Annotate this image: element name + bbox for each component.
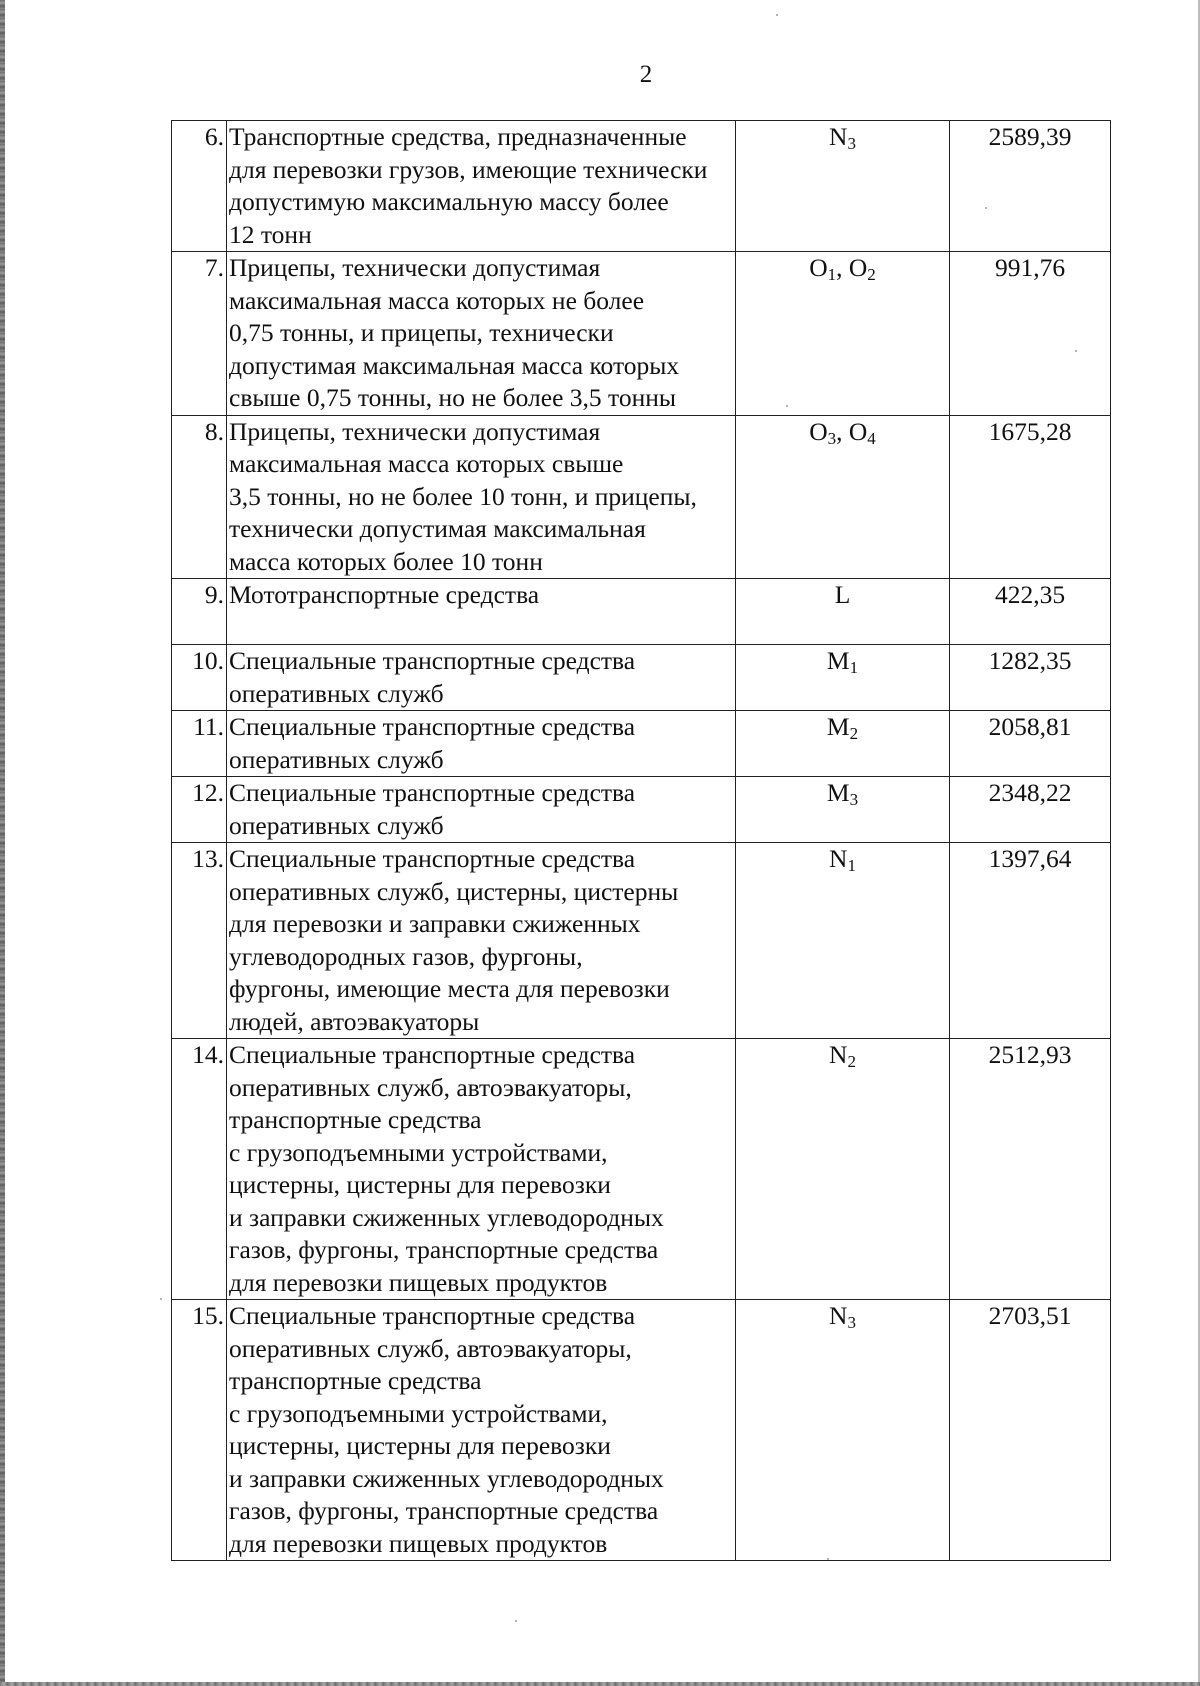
category-letter: N xyxy=(829,122,848,151)
description-line: транспортные средства xyxy=(229,1105,482,1134)
vehicle-description xyxy=(227,121,736,252)
scan-speck xyxy=(786,405,788,407)
row-number: 6. xyxy=(172,121,227,252)
table-row xyxy=(172,1300,1111,1561)
description-line: 0,75 тонны, и прицепы, технически xyxy=(229,318,614,347)
description-line: и заправки сжиженных углеводородных xyxy=(229,1202,664,1232)
description-line: углеводородных газов, фургоны, xyxy=(229,941,583,971)
description-line: Специальные транспортные средства xyxy=(229,712,636,741)
category-code xyxy=(829,1040,856,1069)
vehicle-category xyxy=(736,415,950,579)
category-subscript: 3 xyxy=(847,134,856,153)
row-number: 14. xyxy=(172,1039,227,1300)
description-line: газов, фургоны, транспортные средства xyxy=(229,1496,659,1525)
scan-speck xyxy=(160,1298,162,1300)
rate-value: 2348,22 xyxy=(950,777,1111,843)
vehicle-description xyxy=(227,843,736,1039)
category-separator: , xyxy=(836,253,849,282)
description-line: для перевозки пищевых продуктов xyxy=(229,1528,608,1558)
category-subscript: 2 xyxy=(847,1052,856,1071)
description-line: людей, автоэвакуаторы xyxy=(229,1006,480,1036)
category-letter: N xyxy=(829,1301,848,1330)
vehicle-category xyxy=(736,579,950,645)
description-line: Прицепы, технически допустимая xyxy=(229,416,601,446)
description-line: Специальные транспортные средства xyxy=(229,1301,636,1330)
category-code xyxy=(827,712,858,741)
category-letter: O xyxy=(809,253,828,282)
vehicle-category xyxy=(736,121,950,252)
description-line: оперативных служб, цистерны, цистерны xyxy=(229,876,679,906)
vehicle-description xyxy=(227,1039,736,1300)
description-line: фургоны, имеющие места для перевозки xyxy=(229,974,670,1003)
vehicle-category xyxy=(736,252,950,416)
rate-value: 2512,93 xyxy=(950,1039,1111,1300)
category-letter: O xyxy=(848,253,868,282)
description-line: оперативных служб xyxy=(229,678,444,708)
vehicle-category xyxy=(736,1039,950,1300)
category-letter: M xyxy=(826,646,850,675)
category-subscript: 3 xyxy=(847,1313,856,1332)
rate-value: 1397,64 xyxy=(950,843,1111,1039)
vehicle-description xyxy=(227,777,736,843)
category-subscript: 3 xyxy=(827,428,837,448)
rate-value: 1282,35 xyxy=(950,645,1111,711)
description-line: для перевозки и заправки сжиженных xyxy=(229,909,641,938)
row-number: 7. xyxy=(172,252,227,416)
vehicle-description xyxy=(227,645,736,711)
description-line: с грузоподъемными устройствами, xyxy=(229,1398,608,1428)
vehicle-category xyxy=(736,711,950,777)
description-line: для перевозки грузов, имеющие технически xyxy=(229,154,708,184)
table-row xyxy=(172,415,1111,579)
category-code xyxy=(829,844,856,873)
row-number: 15. xyxy=(172,1300,227,1561)
scan-speck xyxy=(1075,350,1077,352)
table-row xyxy=(172,711,1111,777)
table-row xyxy=(172,579,1111,645)
description-line: для перевозки пищевых продуктов xyxy=(229,1267,608,1297)
category-letter: O xyxy=(848,416,868,446)
category-letter: M xyxy=(826,712,850,741)
vehicle-description xyxy=(227,415,736,579)
scan-speck xyxy=(985,207,987,209)
category-subscript: 4 xyxy=(867,428,876,448)
row-number: 10. xyxy=(172,645,227,711)
category-letter: N xyxy=(829,844,848,873)
description-line: Прицепы, технически допустимая xyxy=(229,253,601,282)
description-line: допустимая максимальная масса которых xyxy=(229,350,680,380)
description-line: 3,5 тонны, но не более 10 тонн, и прицепы, xyxy=(229,481,697,511)
description-line: цистерны, цистерны для перевозки xyxy=(229,1431,611,1460)
description-line: Специальные транспортные средства xyxy=(229,778,636,807)
scan-speck xyxy=(515,1620,517,1622)
description-line: Специальные транспортные средства xyxy=(229,844,636,873)
category-subscript: 1 xyxy=(847,856,856,875)
category-letter: M xyxy=(826,778,850,807)
description-line: допустимую максимальную массу более xyxy=(229,187,669,216)
table-body xyxy=(172,121,1111,1561)
vehicle-description xyxy=(227,579,736,645)
description-line: масса которых более 10 тонн xyxy=(229,546,543,576)
description-line: 12 тонн xyxy=(229,219,312,249)
row-number: 12. xyxy=(172,777,227,843)
row-number: 11. xyxy=(172,711,227,777)
category-code xyxy=(827,778,858,807)
scan-speck xyxy=(776,14,778,16)
category-subscript: 1 xyxy=(849,658,859,677)
description-line xyxy=(229,612,735,645)
vehicle-category xyxy=(736,1300,950,1561)
vehicle-category xyxy=(736,843,950,1039)
scan-edge-left xyxy=(0,0,5,1686)
rate-value: 2703,51 xyxy=(950,1300,1111,1561)
description-line: максимальная масса которых не более xyxy=(229,285,645,315)
description-line: оперативных служб, автоэвакуаторы, xyxy=(229,1333,632,1363)
rate-value: 422,35 xyxy=(950,579,1111,645)
row-number: 13. xyxy=(172,843,227,1039)
table-row xyxy=(172,843,1111,1039)
rate-value: 2589,39 xyxy=(950,121,1111,252)
description-line: газов, фургоны, транспортные средства xyxy=(229,1235,659,1264)
category-subscript: 3 xyxy=(849,790,859,809)
scan-edge-bottom xyxy=(0,1682,1200,1686)
description-line: Мототранспортные средства xyxy=(229,580,540,609)
vehicle-description xyxy=(227,252,736,416)
scan-speck xyxy=(827,1558,829,1560)
category-code xyxy=(809,253,876,282)
category-letter: L xyxy=(834,580,851,609)
category-code xyxy=(835,580,851,609)
row-number: 8. xyxy=(172,415,227,579)
description-line: максимальная масса которых свыше xyxy=(229,449,624,478)
rate-value: 991,76 xyxy=(950,252,1111,416)
table-row xyxy=(172,121,1111,252)
description-line: технически допустимая максимальная xyxy=(229,514,646,543)
rate-value: 1675,28 xyxy=(950,415,1111,579)
table-row xyxy=(172,252,1111,416)
row-number: 9. xyxy=(172,579,227,645)
table-row xyxy=(172,645,1111,711)
table-row xyxy=(172,1039,1111,1300)
category-subscript: 1 xyxy=(827,265,837,284)
rate-value: 2058,81 xyxy=(950,711,1111,777)
description-line: Специальные транспортные средства xyxy=(229,1040,636,1069)
description-line: транспортные средства xyxy=(229,1366,482,1395)
category-code xyxy=(809,417,876,446)
category-letter: O xyxy=(809,416,828,446)
description-line: оперативных служб, автоэвакуаторы, xyxy=(229,1072,632,1102)
vehicle-category xyxy=(736,777,950,843)
category-subscript: 2 xyxy=(867,265,876,284)
vehicle-category xyxy=(736,645,950,711)
description-line: Специальные транспортные средства xyxy=(229,646,636,675)
category-subscript: 2 xyxy=(849,724,859,743)
category-code xyxy=(829,1301,856,1330)
description-line: оперативных служб xyxy=(229,744,444,774)
description-line: Транспортные средства, предназначенные xyxy=(229,122,687,151)
category-letter: N xyxy=(829,1040,848,1069)
description-line: оперативных служб xyxy=(229,810,444,840)
description-line: цистерны, цистерны для перевозки xyxy=(229,1170,611,1199)
category-separator: , xyxy=(836,416,849,446)
description-line: свыше 0,75 тонны, но не более 3,5 тонны xyxy=(229,383,677,412)
vehicle-category-table xyxy=(171,120,1111,1561)
category-code xyxy=(829,122,856,151)
table-row xyxy=(172,777,1111,843)
description-line: и заправки сжиженных углеводородных xyxy=(229,1463,664,1493)
vehicle-description xyxy=(227,711,736,777)
description-line: с грузоподъемными устройствами, xyxy=(229,1137,608,1167)
vehicle-description xyxy=(227,1300,736,1561)
page-number: 2 xyxy=(639,61,653,88)
category-code xyxy=(827,646,858,675)
